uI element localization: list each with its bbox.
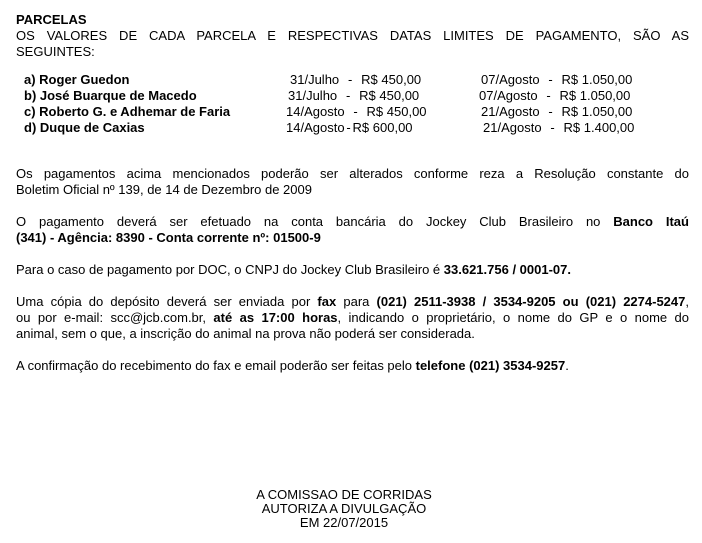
section-heading: PARCELAS xyxy=(16,12,87,27)
separator: - xyxy=(353,104,358,119)
parcela-second-installment xyxy=(481,104,632,120)
parcelas-list xyxy=(16,72,689,136)
bank-line-1 xyxy=(16,214,689,230)
parcela-date-1: 14/Agosto xyxy=(286,120,345,135)
parcela-second-installment xyxy=(479,88,630,104)
deposit-line-1 xyxy=(16,294,689,310)
bank-name: Banco Itaú xyxy=(613,214,689,229)
parcela-value-1: R$ 450,00 xyxy=(359,88,420,103)
deposit-line-3: animal, sem o que, a inscrição do animal na prova não poderá ser considerada. xyxy=(16,326,475,341)
confirmation-text: A confirmação do recebimento do fax e email poderão ser feitas pelo xyxy=(16,358,416,373)
paragraph-confirmation xyxy=(16,358,689,374)
paragraph-bank-account xyxy=(16,214,689,246)
parcela-name: c) Roberto G. e Adhemar de Faria xyxy=(24,104,231,119)
parcela-value-1: R$ 600,00 xyxy=(352,120,413,135)
parcela-date-2: 21/Agosto xyxy=(481,104,540,119)
footer-signature xyxy=(0,488,688,530)
parcela-value-1: R$ 450,00 xyxy=(366,104,427,119)
parcela-value-2: R$ 1.050,00 xyxy=(561,104,633,119)
paragraph-resolution xyxy=(16,166,689,198)
parcela-date-1: 14/Agosto xyxy=(286,104,345,119)
deposit-text-1: Uma cópia do depósito deverá ser enviada por xyxy=(16,294,318,309)
confirmation-period: . xyxy=(565,358,569,373)
intro-line-1: OS VALORES DE CADA PARCELA E RESPECTIVAS DATAS LIMITES DE PAGAMENTO, SÃO AS xyxy=(16,28,689,43)
parcela-first-installment xyxy=(286,104,427,120)
deposit-text-3: , xyxy=(685,294,689,309)
paragraph-deposit-copy xyxy=(16,294,689,342)
deposit-text-2: para xyxy=(336,294,377,309)
parcela-first-installment xyxy=(286,120,413,136)
parcela-name: b) José Buarque de Macedo xyxy=(24,88,197,103)
parcela-name: d) Duque de Caxias xyxy=(24,120,145,135)
intro-paragraph xyxy=(16,28,689,60)
deposit-line-2 xyxy=(16,310,689,326)
separator: - xyxy=(346,120,351,135)
separator: - xyxy=(345,88,351,103)
separator: - xyxy=(347,72,353,87)
email-text: ou por e-mail: scc@jcb.com.br, xyxy=(16,310,214,325)
parcela-date-2: 07/Agosto xyxy=(479,88,538,103)
bank-text: O pagamento deverá ser efetuado na conta bancária do Jockey Club Brasileiro no xyxy=(16,214,614,229)
resolution-line-2: Boletim Oficial nº 139, de 14 de Dezembro de 2009 xyxy=(16,182,312,197)
fax-label: fax xyxy=(317,294,337,309)
bank-details: (341) - Agência: 8390 - Conta corrente nº: 01500-9 xyxy=(16,230,321,245)
parcela-date-1: 31/Julho xyxy=(288,88,338,103)
footer-line-2: AUTORIZA A DIVULGAÇÃO xyxy=(261,501,427,516)
footer-line-1: A COMISSAO DE CORRIDAS xyxy=(256,487,432,502)
parcela-value-1: R$ 450,00 xyxy=(361,72,422,87)
separator: - xyxy=(548,72,553,87)
deadline-time: até as 17:00 horas xyxy=(213,310,338,325)
separator: - xyxy=(550,120,555,135)
parcela-value-2: R$ 1.050,00 xyxy=(559,88,631,103)
parcela-second-installment xyxy=(483,120,634,136)
parcela-value-2: R$ 1.400,00 xyxy=(563,120,635,135)
parcela-date-2: 07/Agosto xyxy=(481,72,540,87)
resolution-line-1: Os pagamentos acima mencionados poderão ser alterados conforme reza a Resolução constante do xyxy=(16,166,689,181)
intro-line-2: SEGUINTES: xyxy=(16,44,95,59)
parcela-date-1: 31/Julho xyxy=(290,72,340,87)
cnpj-number: 33.621.756 / 0001-07. xyxy=(443,262,571,277)
parcela-value-2: R$ 1.050,00 xyxy=(561,72,633,87)
confirmation-phone: telefone (021) 3534-9257 xyxy=(415,358,566,373)
parcela-name: a) Roger Guedon xyxy=(24,72,130,87)
parcela-second-installment xyxy=(481,72,632,88)
fax-numbers: (021) 2511-3938 / 3534-9205 ou (021) 2274-5247 xyxy=(376,294,686,309)
document-page xyxy=(16,12,689,374)
deposit-text-5: , indicando o proprietário, o nome do GP e o nome do xyxy=(337,310,690,325)
parcela-first-installment xyxy=(290,72,421,88)
parcela-date-2: 21/Agosto xyxy=(483,120,542,135)
paragraph-cnpj xyxy=(16,262,689,278)
footer-line-3: EM 22/07/2015 xyxy=(299,515,389,530)
cnpj-text: Para o caso de pagamento por DOC, o CNPJ do Jockey Club Brasileiro é xyxy=(16,262,444,277)
separator: - xyxy=(548,104,553,119)
parcela-first-installment xyxy=(288,88,419,104)
separator: - xyxy=(546,88,551,103)
